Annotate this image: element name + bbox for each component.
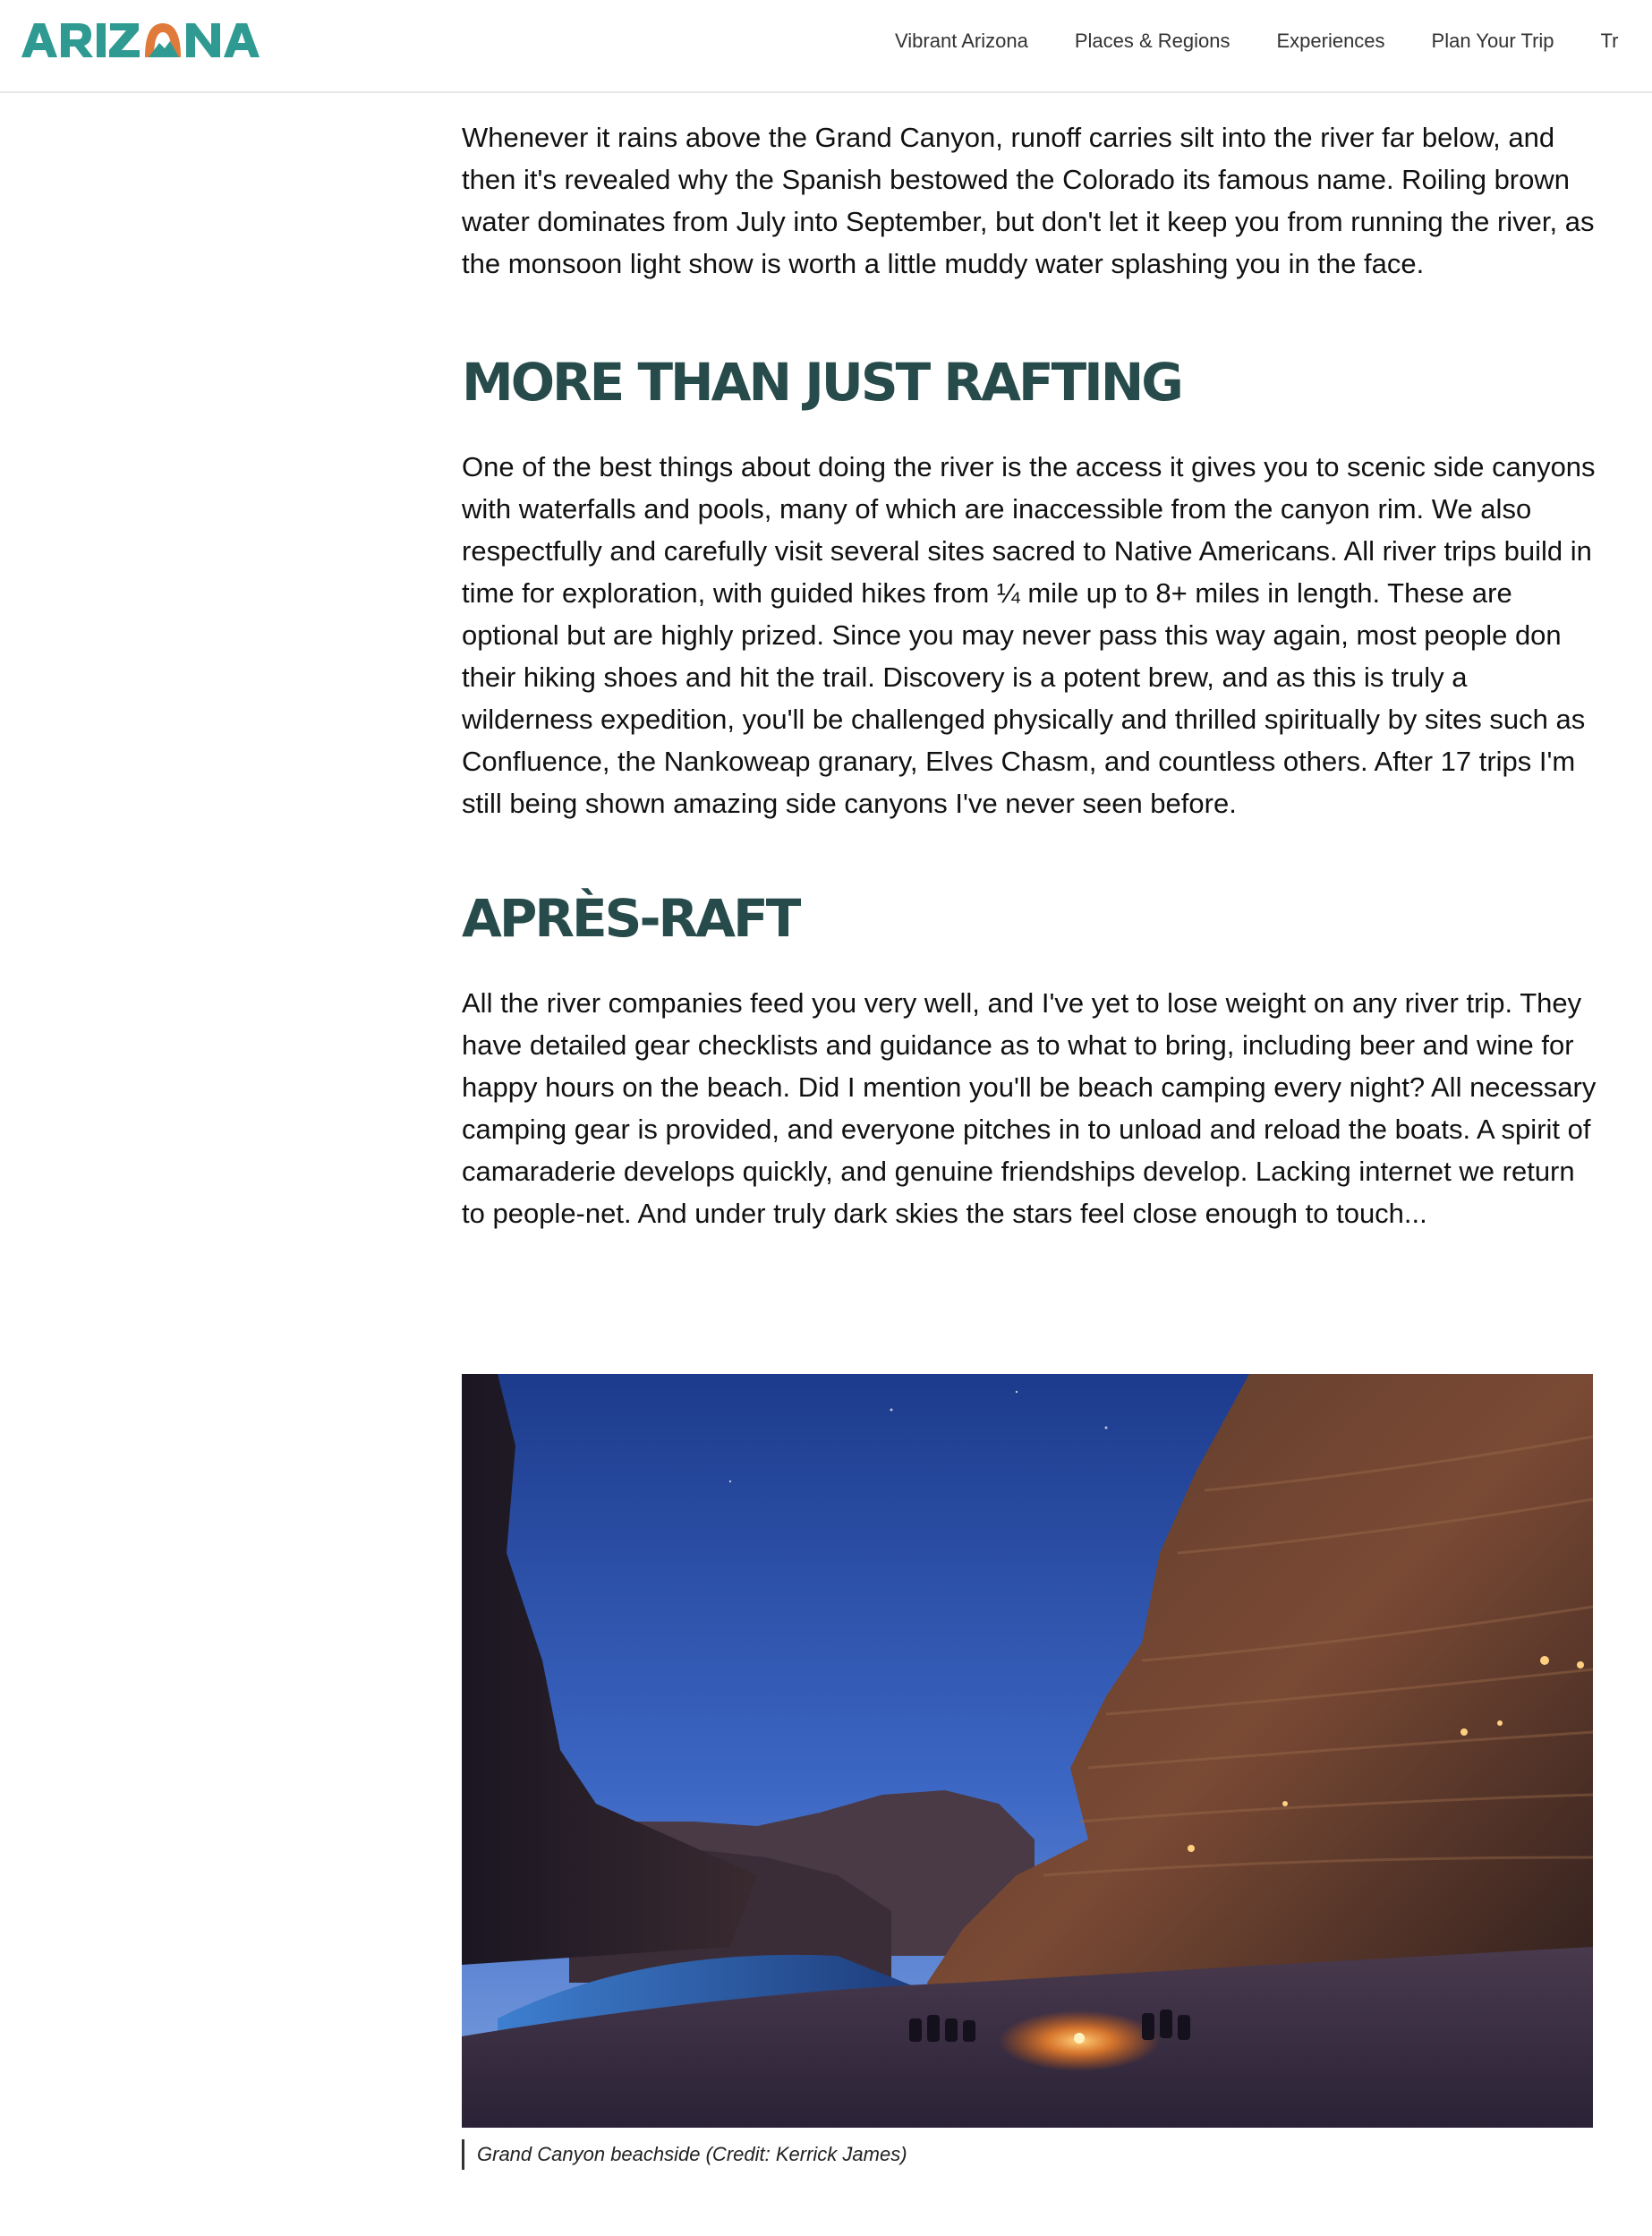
nav-experiences[interactable]: Experiences — [1276, 30, 1385, 52]
nav-plan-your-trip[interactable]: Plan Your Trip — [1431, 30, 1554, 52]
grand-canyon-beach-photo — [462, 1374, 1593, 2128]
section-heading-apres-raft: APRÈS-RAFT — [462, 888, 799, 949]
nav-vibrant-arizona[interactable]: Vibrant Arizona — [895, 30, 1028, 52]
arizona-logo-wordmark — [20, 16, 285, 66]
main-nav — [895, 0, 1618, 82]
photo-caption: Grand Canyon beachside (Credit: Kerrick James) — [462, 2139, 907, 2170]
section-paragraph-more-than-rafting: One of the best things about doing the river is the access it gives you to scenic side canyons with waterfalls and pools, many of which are inaccessible from the canyon rim. We also respectfully and carefully visit several sites sacred to Native Americans. All river trips build in time for exploration, with guided hikes from ¼ mile up to 8+ miles in length. These are optional but are highly prized. Since you may never pass this way again, most people don their hiking shoes and hit the trail. Discovery is a potent brew, and as this is truly a wilderness expedition, you'll be challenged physically and thrilled spiritually by sites such as Confluence, the Nankoweap granary, Elves Chasm, and countless others. After 17 trips I'm still being shown amazing side canyons I've never seen before. — [462, 451, 1596, 819]
arizona-logo[interactable] — [20, 16, 285, 66]
site-header — [0, 0, 1652, 93]
photo-illustration — [462, 1374, 1593, 2128]
nav-truncated-item[interactable]: Tr — [1600, 30, 1619, 52]
section-paragraph-apres-raft: All the river companies feed you very well, and I've yet to lose weight on any river trip. They have detailed gear checklists and guidance as to what to bring, including beer and wine for happy hours on the beach. Did I mention you'll be beach camping every night? All necessary camping gear is provided, and everyone pitches in to unload and reload the boats. A spirit of camaraderie develops quickly, and genuine friendships develop. Lacking internet we return to people-net. And under truly dark skies the stars feel close enough to touch... — [462, 987, 1597, 1229]
article-body — [462, 116, 1598, 1234]
nav-places-regions[interactable]: Places & Regions — [1074, 30, 1230, 52]
section-heading-more-than-rafting: MORE THAN JUST RAFTING — [462, 352, 1181, 413]
intro-paragraph: Whenever it rains above the Grand Canyon, runoff carries silt into the river far below, and then it's revealed why the Spanish bestowed the Colorado its famous name. Roiling brown water dominates from July into September, but don't let it keep you from running the river, as the monsoon light show is worth a little muddy water splashing you in the face. — [462, 122, 1595, 279]
